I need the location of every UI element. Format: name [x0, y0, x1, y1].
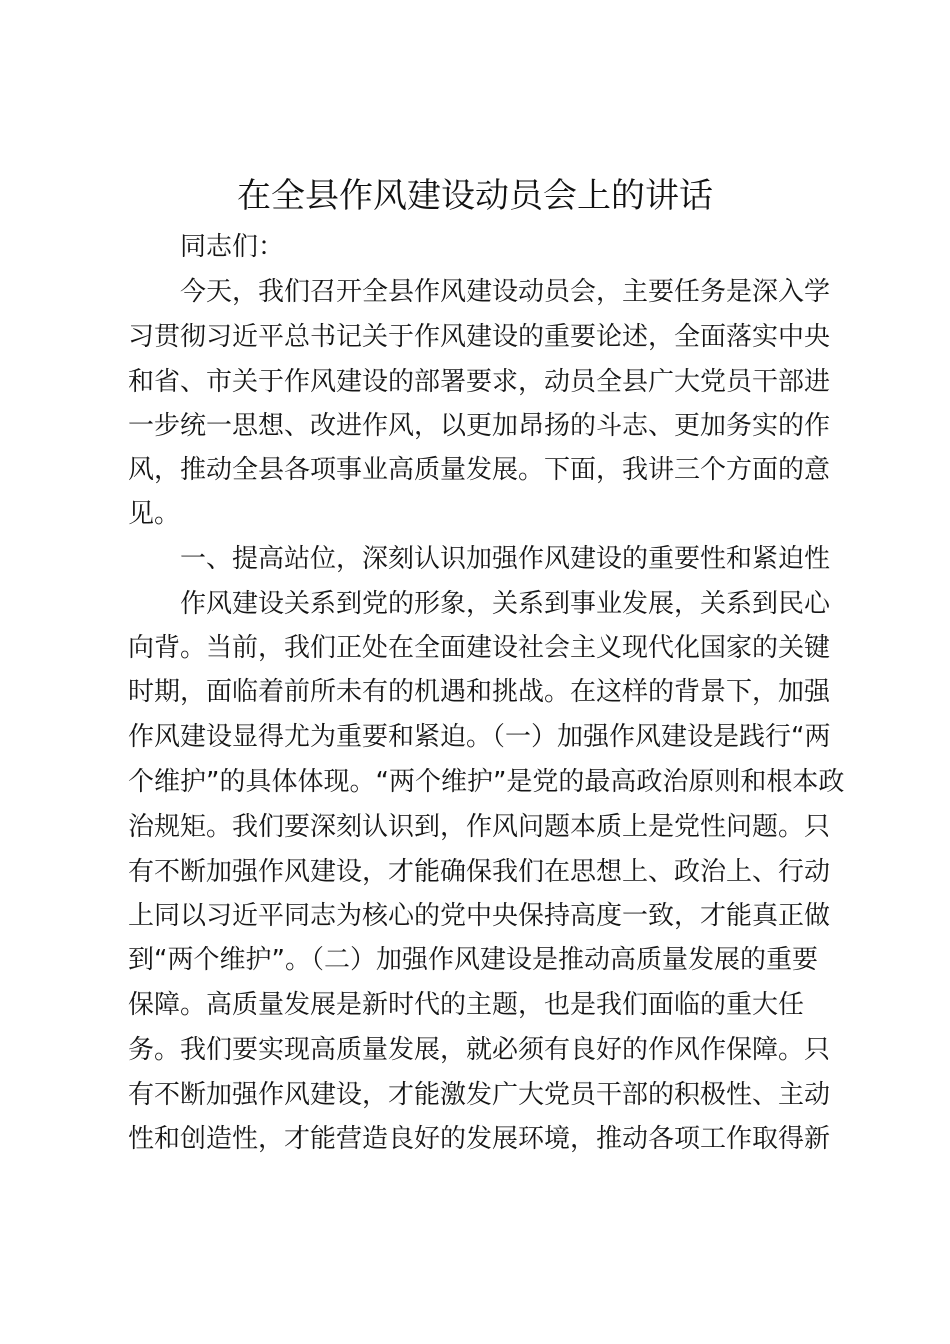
paragraph-line: 习贯彻习近平总书记关于作风建设的重要论述，全面落实中央 — [128, 322, 831, 352]
paragraph-line: 作风建设显得尤为重要和紧迫。（一）加强作风建设是践行“两 — [128, 722, 831, 752]
paragraph-line: 到“两个维护”。（二）加强作风建设是推动高质量发展的重要 — [128, 945, 818, 975]
paragraph-line: 见。 — [128, 499, 181, 529]
section-heading: 一、提高站位，深刻认识加强作风建设的重要性和紧迫性 — [180, 544, 831, 574]
paragraph-line: 一步统一思想、改进作风，以更加昂扬的斗志、更加务实的作 — [128, 411, 831, 441]
paragraph-line: 保障。高质量发展是新时代的主题，也是我们面临的重大任 — [128, 990, 805, 1020]
paragraph-line: 有不断加强作风建设，才能确保我们在思想上、政治上、行动 — [128, 857, 831, 887]
paragraph-line: 有不断加强作风建设，才能激发广大党员干部的积极性、主动 — [128, 1080, 831, 1110]
paragraph-line: 个维护”的具体体现。“两个维护”是党的最高政治原则和根本政 — [128, 767, 845, 797]
paragraph-line: 风，推动全县各项事业高质量发展。下面，我讲三个方面的意 — [128, 455, 831, 485]
paragraph-line: 时期，面临着前所未有的机遇和挑战。在这样的背景下，加强 — [128, 677, 831, 707]
paragraph-line: 治规矩。我们要深刻认识到，作风问题本质上是党性问题。只 — [128, 812, 831, 842]
paragraph-line: 性和创造性，才能营造良好的发展环境，推动各项工作取得新 — [128, 1124, 831, 1154]
paragraph-line: 作风建设关系到党的形象，关系到事业发展，关系到民心 — [180, 589, 831, 619]
paragraph-line: 今天，我们召开全县作风建设动员会，主要任务是深入学 — [180, 277, 831, 307]
paragraph-line: 上同以习近平同志为核心的党中央保持高度一致，才能真正做 — [128, 901, 831, 931]
paragraph-line: 向背。当前，我们正处在全面建设社会主义现代化国家的关键 — [128, 633, 831, 663]
salutation: 同志们： — [180, 232, 285, 262]
paragraph-line: 和省、市关于作风建设的部署要求，动员全县广大党员干部进 — [128, 367, 831, 397]
document-title: 在全县作风建设动员会上的讲话 — [237, 176, 713, 216]
paragraph-line: 务。我们要实现高质量发展，就必须有良好的作风作保障。只 — [128, 1035, 831, 1065]
